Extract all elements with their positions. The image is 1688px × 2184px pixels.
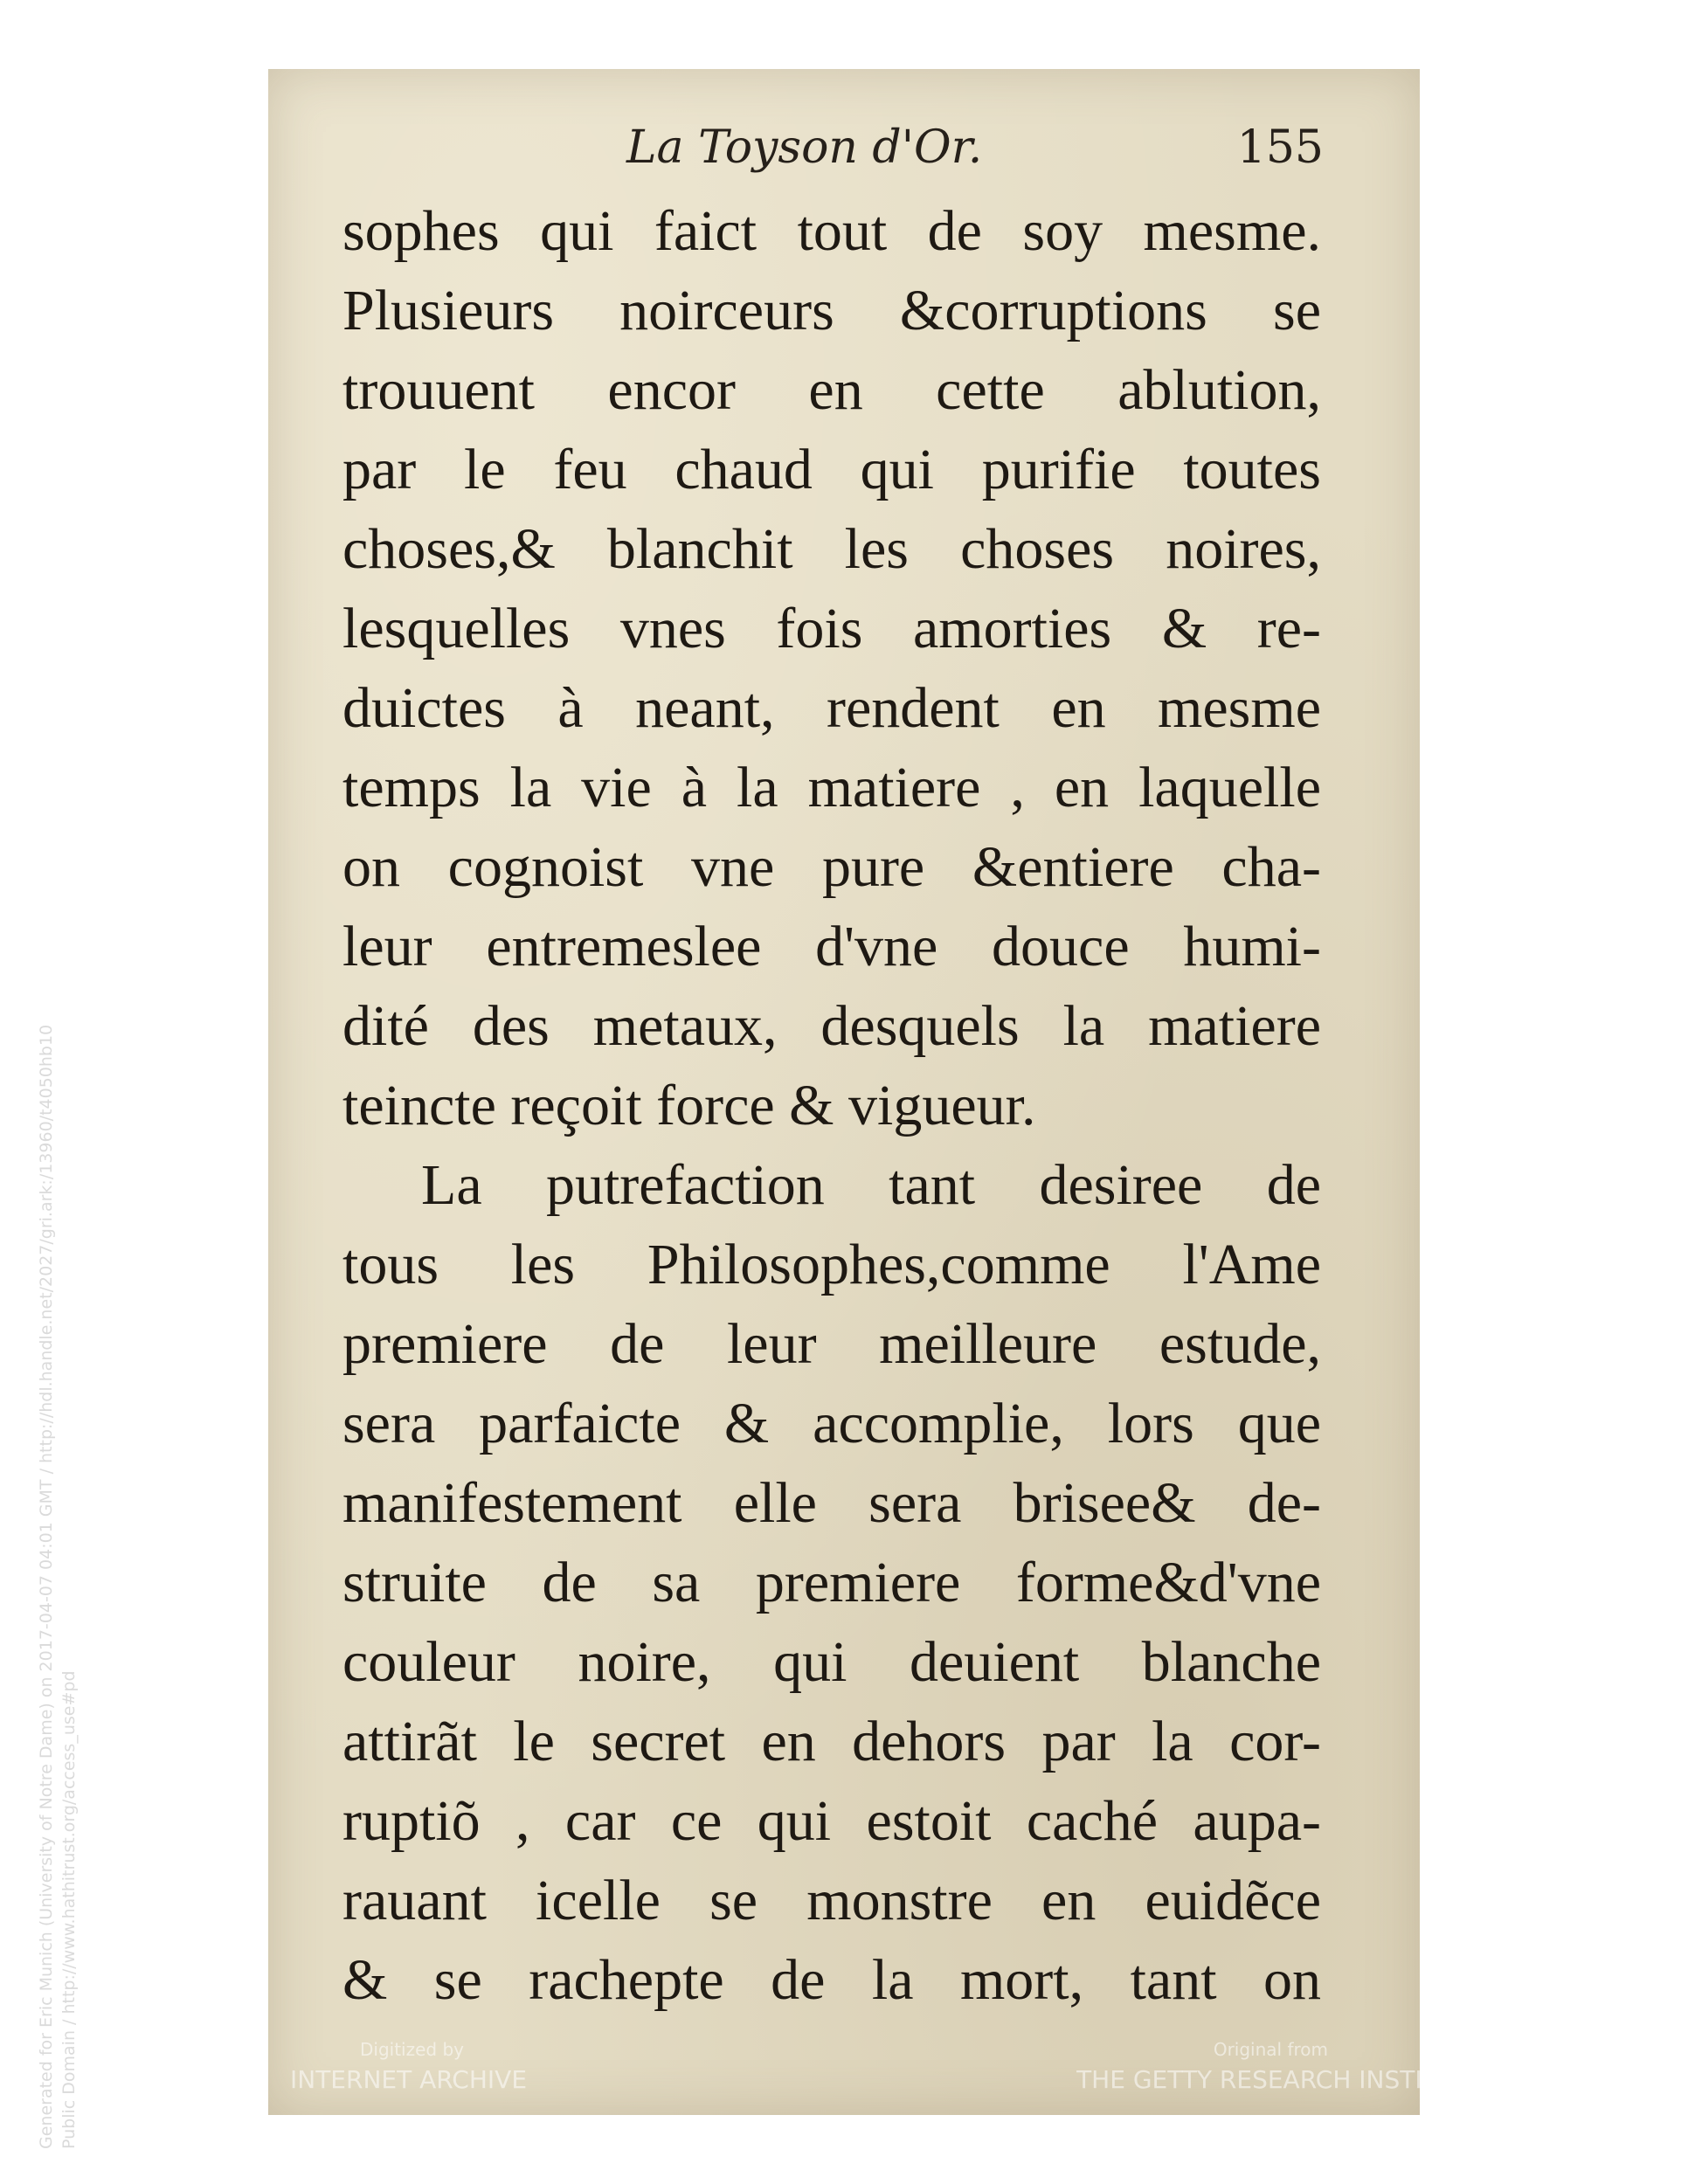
text-line: lesquelles vnes fois amorties & re- <box>342 597 1321 660</box>
internet-archive-credit: INTERNET ARCHIVE <box>290 2065 528 2094</box>
text-line: choses,& blanchit les choses noires, <box>342 517 1321 581</box>
watermark-line: Public Domain / http://www.hathitrust.org/access_use#pd <box>59 1670 79 2149</box>
text-line: par le feu chaud qui purifie toutes <box>342 438 1321 501</box>
text-line: couleur noire, qui deuient blanche <box>342 1630 1321 1694</box>
text-line: attirãt le secret en dehors par la cor- <box>342 1710 1321 1773</box>
text-line: struite de sa premiere forme&d'vne <box>342 1551 1321 1614</box>
text-line: ruptiõ , car ce qui estoit caché aupa- <box>342 1789 1321 1853</box>
watermark-line: Generated for Eric Munich (University of Notre Dame) on 2017-04-07 04:01 GMT / http://hdl.handle.net/2027/gri.ark:/13960/t4050hb10 <box>37 1024 56 2149</box>
body-text <box>342 191 1321 2020</box>
text-line: sophes qui faict tout de soy mesme. <box>342 199 1321 263</box>
hathitrust-watermark <box>35 1025 80 2149</box>
text-line: duictes à neant, rendent en mesme <box>342 676 1321 740</box>
running-head <box>268 121 1420 191</box>
text-line: temps la vie à la matiere , en laquelle <box>342 756 1321 819</box>
text-line: dité des metaux, desquels la matiere <box>342 994 1321 1058</box>
running-head-title: La Toyson d'Or. <box>626 121 983 174</box>
text-line: teincte reçoit force & vigueur. <box>342 1074 1036 1137</box>
digitized-by-label: Digitized by <box>360 2039 464 2060</box>
page-number: 155 <box>1236 121 1324 174</box>
text-line: leur entremeslee d'vne douce humi- <box>342 915 1321 978</box>
text-line: tous les Philosophes,comme l'Ame <box>342 1233 1321 1296</box>
page-scan <box>268 69 1485 2115</box>
text-line: sera parfaicte & accomplie, lors que <box>342 1392 1321 1455</box>
original-from-label: Original from <box>1213 2039 1328 2060</box>
text-line: rauant icelle se monstre en euidẽce <box>342 1869 1321 1932</box>
text-line: Plusieurs noirceurs &corruptions se <box>342 279 1321 342</box>
text-line: on cognoist vne pure &entiere cha- <box>342 835 1321 899</box>
text-line: manifestement elle sera brisee& de- <box>342 1471 1321 1535</box>
getty-credit: THE GETTY RESEARCH INSTITUTE <box>1076 2065 1485 2094</box>
text-line: trouuent encor en cette ablution, <box>342 358 1321 422</box>
text-line: & se rachepte de la mort, tant on <box>342 1948 1321 2012</box>
text-line: premiere de leur meilleure estude, <box>342 1312 1321 1376</box>
text-line: La putrefaction tant desiree de <box>421 1153 1321 1217</box>
